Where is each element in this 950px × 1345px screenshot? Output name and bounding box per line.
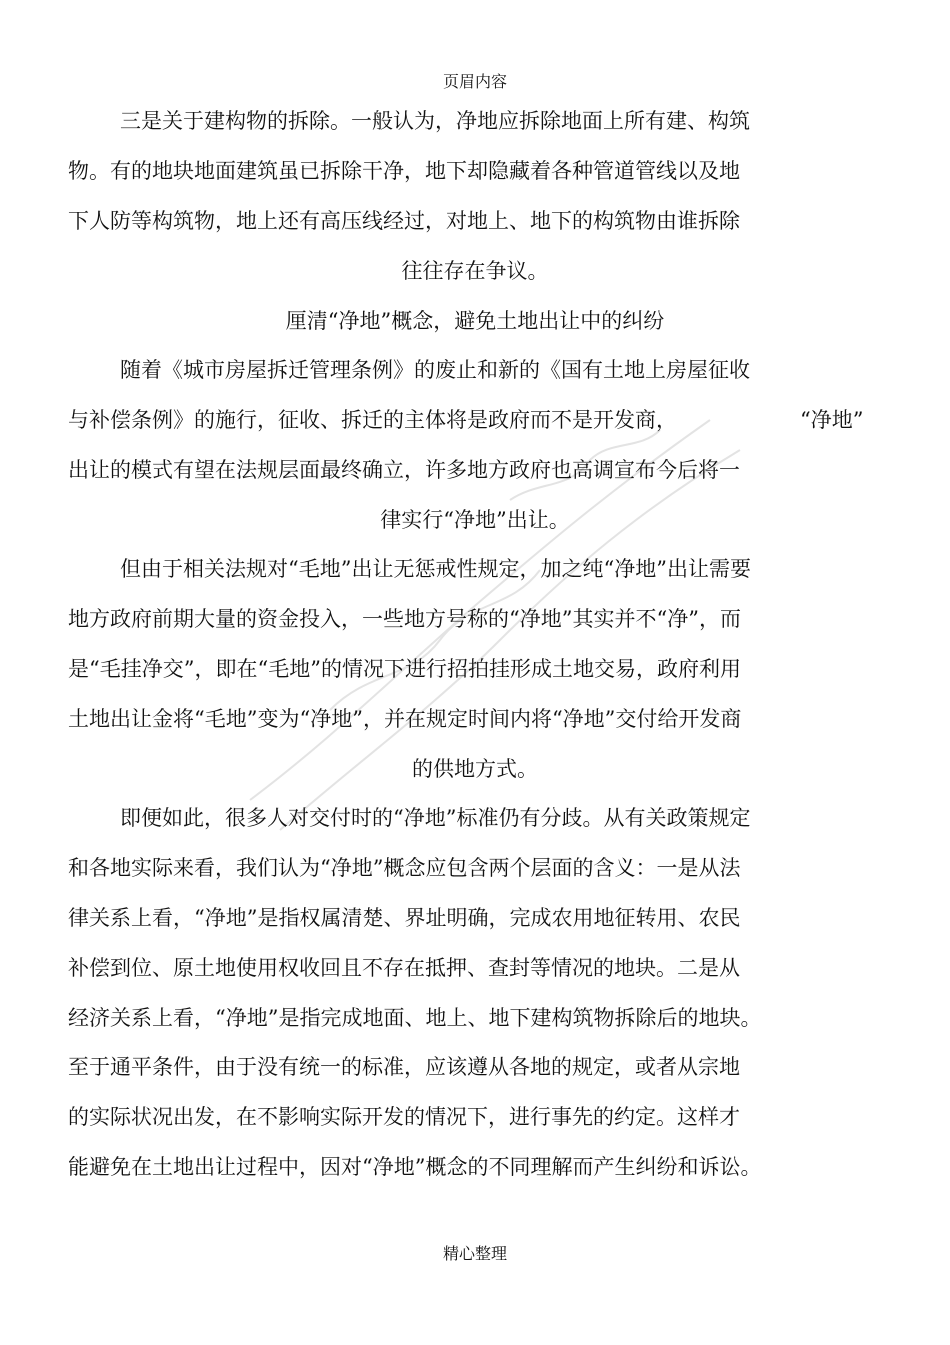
page-footer: 精心整理 — [442, 1244, 507, 1263]
paragraph-line: 的供地方式。 — [412, 757, 538, 781]
paragraph-line: 但由于相关法规对“毛地”出让无惩戒性规定，加之纯“净地”出让需要 — [120, 557, 751, 581]
paragraph-line: 律关系上看，“净地”是指权属清楚、界址明确，完成农用地征转用、农民 — [68, 906, 741, 930]
section-heading: 厘清“净地”概念，避免土地出让中的纠纷 — [285, 309, 665, 333]
paragraph-line: 能避免在土地出让过程中，因对“净地”概念的不同理解而产生纠纷和诉讼。 — [68, 1155, 762, 1179]
paragraph-line: 经济关系上看，“净地”是指完成地面、地上、地下建构筑物拆除后的地块。 — [68, 1006, 762, 1030]
page-header: 页眉内容 — [442, 72, 507, 91]
paragraph-line: 土地出让金将“毛地”变为“净地”，并在规定时间内将“净地”交付给开发商 — [68, 707, 742, 731]
paragraph-line: 律实行“净地”出让。 — [380, 508, 570, 532]
paragraph-line: 补偿到位、原土地使用权收回且不存在抵押、查封等情况的地块。二是从 — [68, 956, 740, 980]
paragraph-line: 往往存在争议。 — [401, 259, 549, 283]
paragraph-line: 三是关于建构物的拆除。一般认为，净地应拆除地面上所有建、构筑 — [120, 109, 750, 133]
paragraph-line: 出让的模式有望在法规层面最终确立，许多地方政府也高调宣布今后将一 — [68, 458, 740, 482]
paragraph-line: 下人防等构筑物，地上还有高压线经过，对地上、地下的构筑物由谁拆除 — [68, 209, 740, 233]
paragraph-line: “净地” — [800, 408, 864, 432]
paragraph-line: 是“毛挂净交”，即在“毛地”的情况下进行招拍挂形成土地交易，政府利用 — [68, 657, 741, 681]
paragraph-line: 地方政府前期大量的资金投入，一些地方号称的“净地”其实并不“净”，而 — [68, 607, 741, 631]
paragraph-line: 随着《城市房屋拆迁管理条例》的废止和新的《国有土地上房屋征收 — [120, 358, 750, 382]
paragraph-line: 至于通平条件，由于没有统一的标准，应该遵从各地的规定，或者从宗地 — [68, 1055, 740, 1079]
paragraph-line: 与补偿条例》的施行，征收、拆迁的主体将是政府而不是开发商， — [68, 408, 677, 432]
paragraph-line: 和各地实际来看，我们认为“净地”概念应包含两个层面的含义：一是从法 — [68, 856, 741, 880]
paragraph-line: 的实际状况出发，在不影响实际开发的情况下，进行事先的约定。这样才 — [68, 1105, 740, 1129]
paragraph-line: 物。有的地块地面建筑虽已拆除干净，地下却隐藏着各种管道管线以及地 — [68, 159, 740, 183]
paragraph-line: 即便如此，很多人对交付时的“净地”标准仍有分歧。从有关政策规定 — [120, 806, 751, 830]
